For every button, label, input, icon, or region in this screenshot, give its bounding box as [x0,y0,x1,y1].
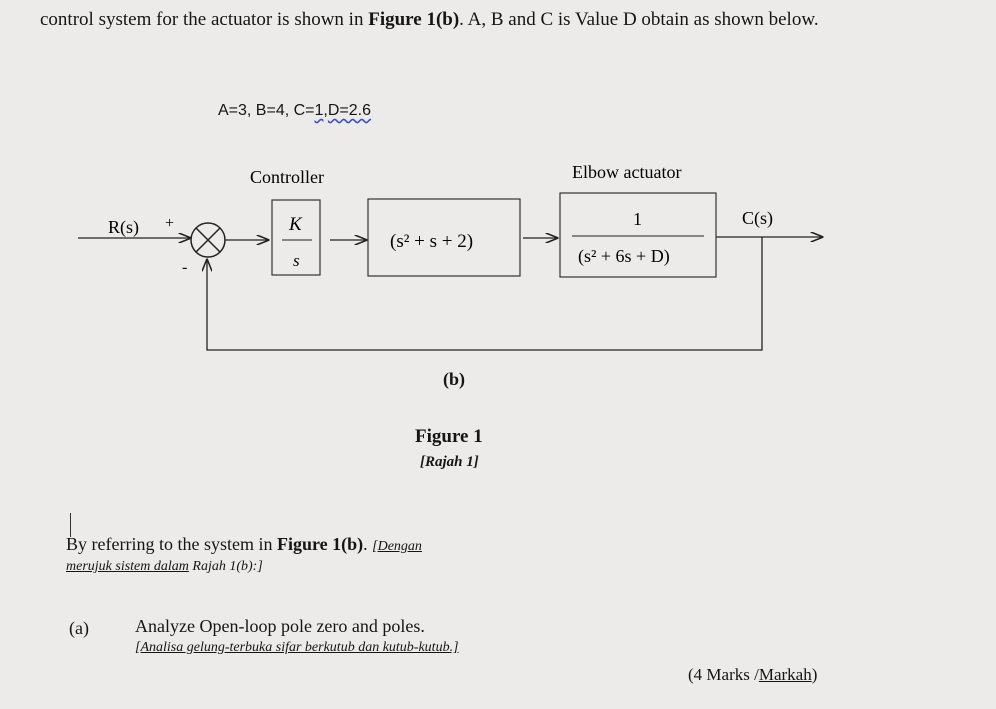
plus-sign: + [165,215,175,232]
param-abc: A=3, B=4, C= [218,102,315,119]
figure-title: Figure 1 [415,426,483,447]
controller-denominator: s [293,251,300,270]
summing-junction [191,223,225,257]
marks-suffix: ) [811,665,818,684]
minus-sign: - [182,259,188,276]
question-intro-suffix: . [363,534,373,554]
intro-figure-ref: Figure 1(b) [368,9,460,30]
param-c-value: 1 [314,102,324,119]
actuator-numerator: 1 [633,209,642,229]
figure-title-malay: [Rajah 1] [420,454,479,470]
question-intro-figure: Figure 1(b) [276,534,364,554]
actuator-label: Elbow actuator [572,162,682,182]
question-part-text-malay: [Analisa gelung-terbuka sifar berkutub dan kutub-kutub.] [135,640,459,655]
param-d: D=2.6 [327,102,372,119]
question-intro [66,534,422,555]
controller-label: Controller [250,167,324,187]
intro-text-1: control system for the actuator is shown in [40,9,369,30]
feedback-path [207,237,762,350]
question-intro-malay-start: [Dengan [372,539,422,554]
question-intro-prefix: By referring to the system in [66,534,277,554]
question-part-text: Analyze Open-loop pole zero and poles. [135,616,425,636]
output-label: C(s) [742,208,773,228]
plant-transfer-function: (s² + s + 2) [390,231,474,252]
question-intro-malay-rest: Rajah 1(b):] [188,559,263,574]
marks-malay: Markah [758,665,812,684]
param-separator: , [323,102,328,119]
marks-allocation [688,665,817,685]
intro-text-2: . A, B and C is Value D obtain as shown below. [459,9,819,30]
input-label: R(s) [108,217,139,237]
controller-numerator: K [289,214,302,235]
question-intro-malay [66,559,263,575]
diagram-subcaption: (b) [443,369,465,389]
actuator-denominator: (s² + 6s + D) [578,246,670,266]
question-part-letter: (a) [69,618,89,638]
marks-prefix: (4 Marks / [688,665,759,684]
question-intro-malay-underlined: merujuk sistem dalam [66,559,189,574]
